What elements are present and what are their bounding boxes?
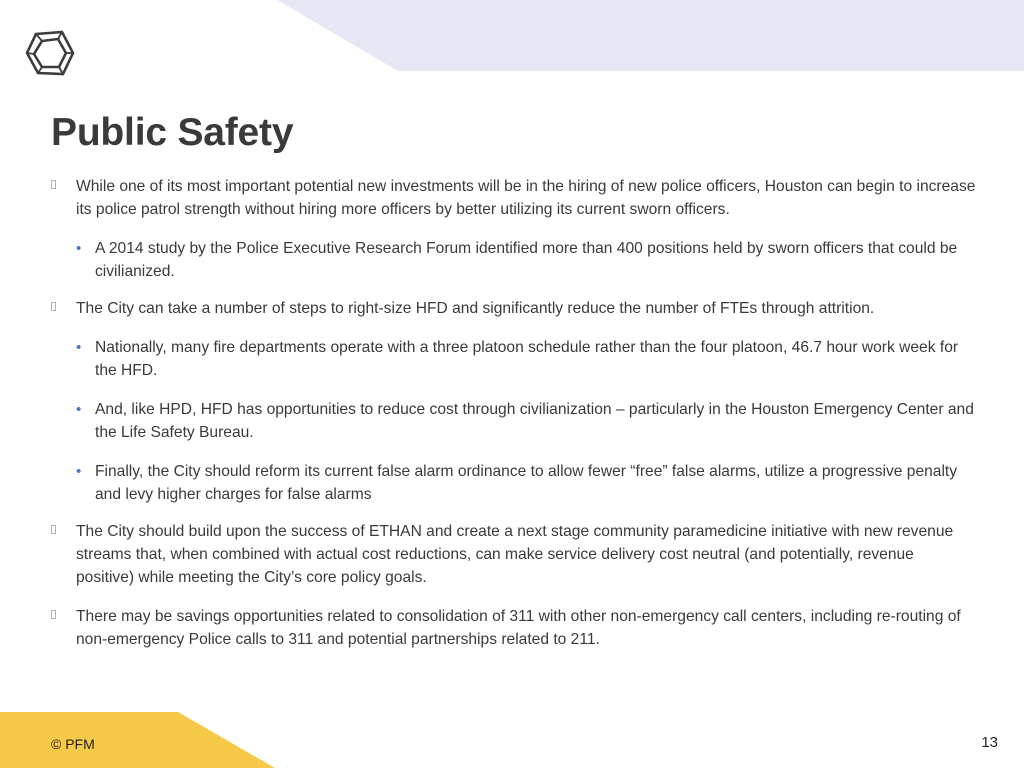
sub-bullet-item <box>76 398 975 444</box>
sub-bullet-text: And, like HPD, HFD has opportunities to reduce cost through civilianization – particularly in the Houston Emergency Center and the Life Safety Bureau. <box>95 401 974 441</box>
bullet-item <box>76 297 976 320</box>
footer-accent-band <box>0 710 300 768</box>
dot-bullet-icon: • <box>76 339 82 356</box>
bullet-text: While one of its most important potential new investments will be in the hiring of new police officers, Houston can begin to increase its police patrol strength without hiring more officers by better utilizing its current sworn officers. <box>76 178 976 218</box>
bullet-list <box>0 175 1024 651</box>
dot-bullet-icon: • <box>76 463 82 480</box>
bullet-text: The City should build upon the success of ETHAN and create a next stage community paramedicine initiative with new revenue streams that, when combined with actual cost reductions, can make service delivery cost neutral (and potentially, revenue positive) while meeting the City’s core policy goals. <box>76 523 954 586</box>
square-bullet-icon <box>51 180 56 189</box>
header-accent-band <box>0 0 1024 72</box>
page-number: 13 <box>981 734 998 751</box>
copyright-footer: © PFM <box>51 736 95 752</box>
sub-bullet-item <box>76 460 975 506</box>
square-bullet-icon <box>51 525 56 534</box>
bullet-item <box>76 605 976 651</box>
sub-bullet-text: A 2014 study by the Police Executive Research Forum identified more than 400 positions held by sworn officers that could be civilianized. <box>95 240 958 280</box>
bullet-text: The City can take a number of steps to right-size HFD and significantly reduce the number of FTEs through attrition. <box>76 300 875 317</box>
pfm-logo-icon <box>22 27 78 79</box>
square-bullet-icon <box>51 302 56 311</box>
bullet-item <box>76 175 976 221</box>
dot-bullet-icon: • <box>76 401 82 418</box>
sub-bullet-item <box>76 237 975 283</box>
bullet-item <box>76 520 976 589</box>
sub-bullet-text: Finally, the City should reform its current false alarm ordinance to allow fewer “free” false alarms, utilize a progressive penalty and levy higher charges for false alarms <box>95 463 958 503</box>
dot-bullet-icon: • <box>76 240 82 257</box>
sub-bullet-text: Nationally, many fire departments operate with a three platoon schedule rather than the four platoon, 46.7 hour work week for the HFD. <box>95 339 959 379</box>
sub-bullet-item <box>76 336 975 382</box>
square-bullet-icon <box>51 610 56 619</box>
slide-title: Public Safety <box>51 111 294 154</box>
bullet-text: There may be savings opportunities related to consolidation of 311 with other non-emergency call centers, including re-routing of non-emergency Police calls to 311 and potential partnerships related to 211. <box>76 608 961 648</box>
